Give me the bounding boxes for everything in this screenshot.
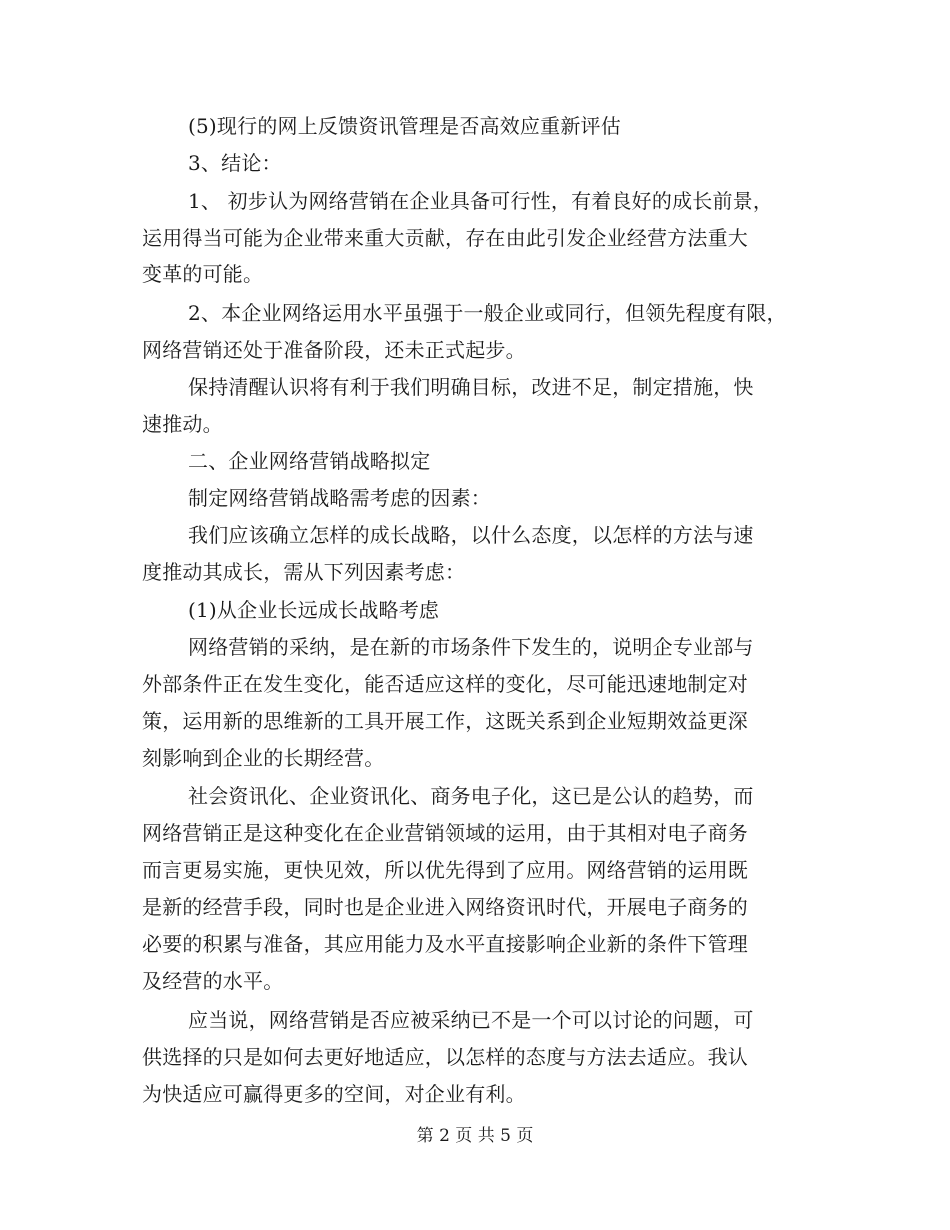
text-line: 外部条件正在发生变化，能否适应这样的变化，尽可能迅速地制定对: [142, 672, 748, 696]
text-line: 刻影响到企业的长期经营。: [142, 746, 385, 770]
text-line: 社会资讯化、企业资讯化、商务电子化，这已是公认的趋势，而: [188, 784, 754, 808]
text-line: 制定网络营销战略需考虑的因素：: [188, 486, 491, 510]
text-line: 网络营销还处于准备阶段，还未正式起步。: [142, 338, 526, 362]
section-heading: 3、结论：: [188, 151, 282, 175]
text-line: 策，运用新的思维新的工具开展工作，这既关系到企业短期效益更深: [142, 709, 748, 733]
section-heading: 二、企业网络营销战略拟定: [188, 449, 431, 473]
page-number-footer: 第 2 页 共 5 页: [416, 1126, 534, 1146]
text-line: 必要的积累与准备，其应用能力及水平直接影响企业新的条件下管理: [142, 932, 748, 956]
text-line: 1、 初步认为网络营销在企业具备可行性，有着良好的成长前景，: [188, 189, 774, 213]
text-line: 及经营的水平。: [142, 969, 284, 993]
text-line: 保持清醒认识将有利于我们明确目标，改进不足，制定措施，快: [188, 375, 754, 399]
text-line: 我们应该确立怎样的成长战略，以什么态度，以怎样的方法与速: [188, 523, 754, 547]
text-line: 变革的可能。: [142, 262, 264, 286]
subsection-heading: (1)从企业长远成长战略考虑: [188, 598, 440, 622]
text-line: (5)现行的网上反馈资讯管理是否高效应重新评估: [188, 114, 621, 138]
text-line: 供选择的只是如何去更好地适应，以怎样的态度与方法去适应。我认: [142, 1045, 748, 1069]
text-line: 为快适应可赢得更多的空间，对企业有利。: [142, 1082, 526, 1106]
text-line: 2、本企业网络运用水平虽强于一般企业或同行，但领先程度有限，: [188, 301, 787, 325]
text-line: 速推动。: [142, 412, 223, 436]
text-line: 运用得当可能为企业带来重大贡献，存在由此引发企业经营方法重大: [142, 226, 748, 250]
text-line: 是新的经营手段，同时也是企业进入网络资讯时代，开展电子商务的: [142, 895, 748, 919]
text-line: 度推动其成长，需从下列因素考虑：: [142, 560, 466, 584]
text-line: 网络营销正是这种变化在企业营销领域的运用，由于其相对电子商务: [142, 821, 748, 845]
text-line: 网络营销的采纳，是在新的市场条件下发生的，说明企专业部与: [188, 635, 754, 659]
text-line: 而言更易实施，更快见效，所以优先得到了应用。网络营销的运用既: [142, 858, 748, 882]
text-line: 应当说，网络营销是否应被采纳已不是一个可以讨论的问题，可: [188, 1008, 754, 1032]
